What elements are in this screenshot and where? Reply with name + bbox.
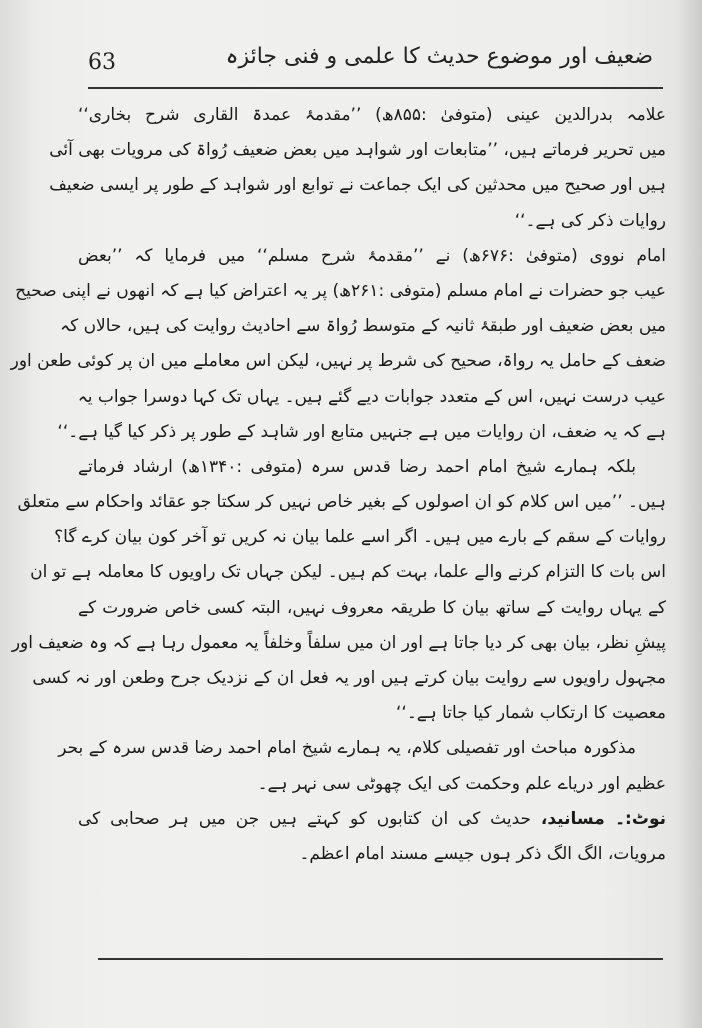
page-number: 63 [88, 50, 116, 75]
text-line: پیشِ نظر، بیان بھی کر دیا جاتا ہے اور ان میں سلفاً وخلفاً یہ معمول رہا ہے کہ وہ ضعیف اور [11, 632, 666, 653]
body-text [10, 98, 666, 872]
text-line: میں تحریر فرماتے ہیں، ’’متابعات اور شواہد میں بعض ضعیف رُواۃ کی مرویات بھی آئی [49, 140, 666, 161]
text-line: میں بعض ضعیف اور طبقۂ ثانیہ کے متوسط رُواۃ سے احادیث روایت کی ہیں، حالاں کہ [60, 316, 666, 337]
text-line: معصیت کا ارتکاب شمار کیا جاتا ہے۔‘‘ [396, 703, 666, 724]
text-line: کے یہاں روایت کے ساتھ بیان کا طریقہ معروف نہیں، البتہ کسی خاص ضرورت کے [78, 597, 666, 618]
text-line: ضعف کے حامل یہ رواۃ، صحیح کی شرط پر نہیں، لیکن اس معاملے میں ان پر کوئی طعن اور [10, 351, 666, 372]
running-title: ضعیف اور موضوع حدیث کا علمی و فنی جائزہ [225, 44, 653, 69]
text-line: مجہول راویوں سے روایت بیان کرتے ہیں اور یہ فعل ان کے نزدیک جرح وطعن اور نہ کسی [32, 668, 666, 688]
note-line [78, 802, 666, 837]
text-line: ہے کہ یہ ضعف، ان روایات میں ہے جنہیں متابع اور شاہد کے طور پر ذکر کیا گیا ہے۔‘‘ [57, 421, 666, 442]
page-binding-shadow [676, 0, 702, 1028]
text-line: روایات ذکر کی ہے۔‘‘ [514, 210, 666, 231]
text-line: بلکہ ہمارے شیخ امام احمد رضا قدس سرہ (متوفی :۱۳۴۰ھ) ارشاد فرماتے [78, 456, 636, 477]
page-header [88, 40, 653, 90]
text-line: مذکورہ مباحث اور تفصیلی کلام، یہ ہمارے شیخ امام احمد رضا قدس سرہ کے بحر [58, 738, 636, 759]
text-line: عظیم اور دریاے علم وحکمت کی ایک چھوٹی سی نہر ہے۔ [257, 773, 666, 794]
text-line: علامہ بدرالدین عینی (متوفیٰ :۸۵۵ھ) ’’مقدمۂ عمدۃ القاری شرح بخاری‘‘ [78, 105, 666, 125]
note-line: مرویات، الگ الگ ذکر ہوں جیسے مسند امام اعظم۔ [299, 843, 666, 864]
text-line: امام نووی (متوفیٰ :۶۷۶ھ) نے ’’مقدمۂ شرح مسلم‘‘ میں فرمایا کہ ’’بعض [78, 245, 666, 266]
text-line: عیب درست نہیں، اس کے متعدد جوابات دیے گئے ہیں۔ یہاں تک کہا دوسرا جواب یہ [77, 386, 666, 407]
text-line: اس بات کا التزام کرنے والے علما، بہت کم ہیں۔ لیکن جہاں تک راویوں کا معاملہ ہے تو ان [30, 562, 666, 583]
text-line: ہیں اور صحیح میں محدثین کی ایک جماعت نے توابع اور شواہد کے طور پر ایسی ضعیف [49, 175, 666, 196]
footer-divider [98, 958, 663, 960]
text-line: ہیں۔ ’’میں اس کلام کو ان اصولوں کے بغیر خاص نہیں کر سکتا جو عقائد واحکام سے متعلق [17, 492, 666, 513]
text-line: عیب جو حضرات نے امام مسلم (متوفی :۲۶۱ھ) پر یہ اعتراض کیا ہے کہ انھوں نے اپنی صحیح [15, 280, 666, 301]
note-label: نوٹ:۔ مسانید، [540, 808, 666, 829]
header-divider [88, 87, 663, 89]
text-line: روایات کے سقم کے بارے میں ہیں۔ اگر اسے علما بیان نہ کریں تو آخر کون بیان کرے گا؟ [54, 527, 666, 548]
note-text: حدیث کی ان کتابوں کو کہتے ہیں جن میں ہر صحابی کی [78, 808, 532, 829]
